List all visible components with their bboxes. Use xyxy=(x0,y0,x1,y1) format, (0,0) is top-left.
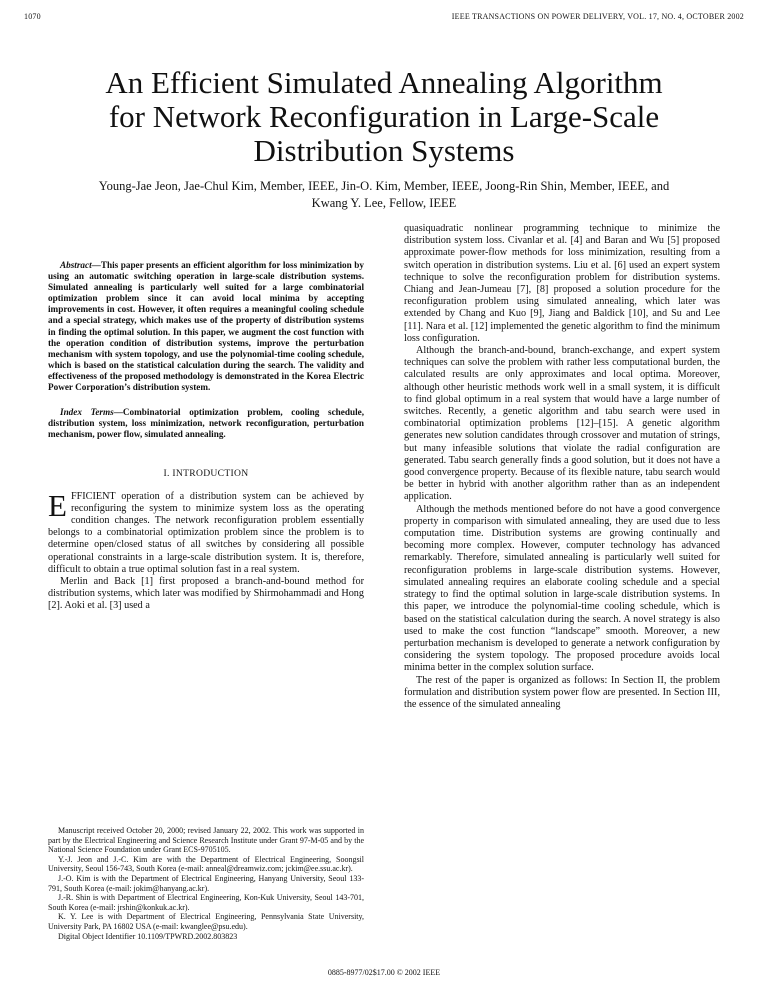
body-paragraph-1: quasiquadratic nonlinear programming technique to minimize the distribution system loss. Civanlar et al. [4] and Baran and Wu [5] proposed approximate power-flow methods for loss minimization, resulting from a switch operation in distribution systems. Liu et al. [6] used an expert system technique to solve the reconfiguration problem for distribution systems. Chiang and Jean-Jumeau [7], [8] proposed a solution procedure for the reconfiguration problem using simulated annealing, which later was extended by Chang and Kuo [9], Jiang and Baldick [10], and Su and Lee [11]. Nara et al. [12] implemented the genetic algorithm to find the minimum loss configuration. xyxy=(404,223,720,344)
title-line-1: An Efficient Simulated Annealing Algorithm xyxy=(105,65,663,100)
abstract-text: This paper presents an efficient algorithm for loss minimization by using an automatic switching operation in large-scale distribution systems. Simulated annealing is particularly well suited for a large combinatorial optimization problem since it can avoid local minima by accepting improvements in cost. However, it often requires a meaningful cooling schedule and a special strategy, which makes use of the property of distribution systems in finding the optimal solution. In this paper, we augment the cost function with the operation condition of distribution systems, improve the perturbation mechanism with system topology, and use the polynomial-time cooling schedule, which is based on the statistical calculation during the search. The validity and effectiveness of the proposed methodology is demonstrated in the Korea Electric Power Corporation’s distribution system. xyxy=(48,260,364,393)
title-line-3: Distribution Systems xyxy=(253,133,515,168)
abstract-label: Abstract— xyxy=(60,260,101,270)
intro-text: FFICIENT operation of a distribution system can be achieved by reconfiguring the system to minimize system loss as the operating condition changes. The network reconfiguration problem essentially belongs to a combinatorial optimization problem since the problem is to determine open/closed status of all switches by considering all possible operational constraints in a large-scale distribution system. It is, therefore, difficult to obtain a true optimal solution fast in a real system. xyxy=(48,490,364,575)
footnote-author-3: J.-R. Shin is with Department of Electrical Engineering, Kon-Kuk University, Seoul 143-701, South Korea (e-mail: jrshin@konkuk.ac.kr). xyxy=(48,893,364,912)
abstract xyxy=(48,260,364,393)
copyright-line: 0885-8977/02$17.00 © 2002 IEEE xyxy=(327,968,441,977)
author-line-2: Kwang Y. Lee, Fellow, IEEE xyxy=(311,196,457,210)
body-paragraph-3: Although the methods mentioned before do not have a good convergence property in comparison with simulated annealing, they are used due to less computation time. Distribution systems are growing continually and becoming more complex. However, computer technology has advanced remarkably. Therefore, simulated annealing is particularly well suited for reconfiguration problems in large-scale distribution systems. However, simulated annealing requires an elaborate cooling schedule and a special strategy to find the optimal solution in large-scale distribution systems. In this paper, we introduce the polynomial-time cooling schedule, which is based on the statistical calculation during the search. A novel strategy is also used to make the cost function “landscape” smooth. Moreover, a new perturbation mechanism is developed to generate a network configuration by considering the system topology. The proposed procedure avoids local minima better in the complex solution surface. xyxy=(404,503,720,674)
footnote-manuscript: Manuscript received October 20, 2000; revised January 22, 2002. This work was supported in part by the Electrical Engineering and Science Research Institute under Grant 97-M-05 and by the National Science Foundation under Grant ECS-9705105. xyxy=(48,826,364,855)
footnote-doi: Digital Object Identifier 10.1109/TPWRD.2002.803823 xyxy=(58,931,238,941)
index-terms xyxy=(48,407,364,440)
running-header xyxy=(24,12,744,26)
footnote-author-4: K. Y. Lee is with Department of Electrical Engineering, Pennsylvania State University, University Park, PA 16802 USA (e-mail: kwanglee@psu.edu). xyxy=(48,912,364,931)
left-column xyxy=(48,230,364,613)
intro-paragraph-2: Merlin and Back [1] first proposed a branch-and-bound method for distribution systems, which later was modified by Shirmohammadi and Hong [2]. Aoki et al. [3] used a xyxy=(48,576,364,612)
body-paragraph-4: The rest of the paper is organized as follows: In Section II, the problem formulation and distribution system power flow are presented. In Section III, the essence of the simulated annealing xyxy=(404,674,720,710)
intro-paragraph xyxy=(48,487,364,576)
page-number: 1070 xyxy=(24,12,41,21)
index-terms-text: Combinatorial optimization problem, cooling schedule, distribution system, loss minimization, network reconfiguration, perturbation mechanism, power flow, simulated annealing. xyxy=(48,407,364,440)
right-column xyxy=(404,223,720,711)
author-list xyxy=(40,178,728,212)
journal-name: IEEE TRANSACTIONS ON POWER DELIVERY, VOL. 17, NO. 4, OCTOBER 2002 xyxy=(451,12,744,21)
author-line-1: Young-Jae Jeon, Jae-Chul Kim, Member, IEEE, Jin-O. Kim, Member, IEEE, Joong-Rin Shin, Member, IEEE, and xyxy=(98,179,670,193)
paper-title xyxy=(40,66,728,168)
footnote-author-2: J.-O. Kim is with the Department of Electrical Engineering, Hanyang University, Seoul 133-791, South Korea (e-mail: jokim@hanyang.ac.kr). xyxy=(48,873,364,893)
footnote xyxy=(48,826,364,941)
drop-cap: E xyxy=(48,487,67,523)
section-heading: I. INTRODUCTION xyxy=(163,468,249,480)
index-terms-label: Index Terms— xyxy=(60,407,123,418)
title-line-2: for Network Reconfiguration in Large-Scale xyxy=(108,99,660,134)
body-paragraph-2: Although the branch-and-bound, branch-exchange, and expert system techniques can solve the problem with rather less computational burden, the calculated results are only approximates and local optima. Moreover, although other heuristic methods work well in a small system, it is difficult to find global optimum in a real system that would have a large number of switches. Recently, a genetic algorithm and tabu search were used in combinatorial optimization problems [12]–[15]. A genetic algorithm generates new solution candidates through crossover and mutation of strings, but many infeasible solutions that violate the radial configuration are generated. Tabu search generally finds a good solution, but it does not have a good convergence property. Because of its flexible nature, tabu search would be better in hybrid with another algorithm rather than as an independent application. xyxy=(404,345,720,503)
footnote-author-1: Y.-J. Jeon and J.-C. Kim are with the Department of Electrical Engineering, Soongsil University, Seoul 156-743, South Korea (e-mail: anneal@dreamwiz.com; jckim@ee.ssu.ac.kr). xyxy=(48,854,364,874)
